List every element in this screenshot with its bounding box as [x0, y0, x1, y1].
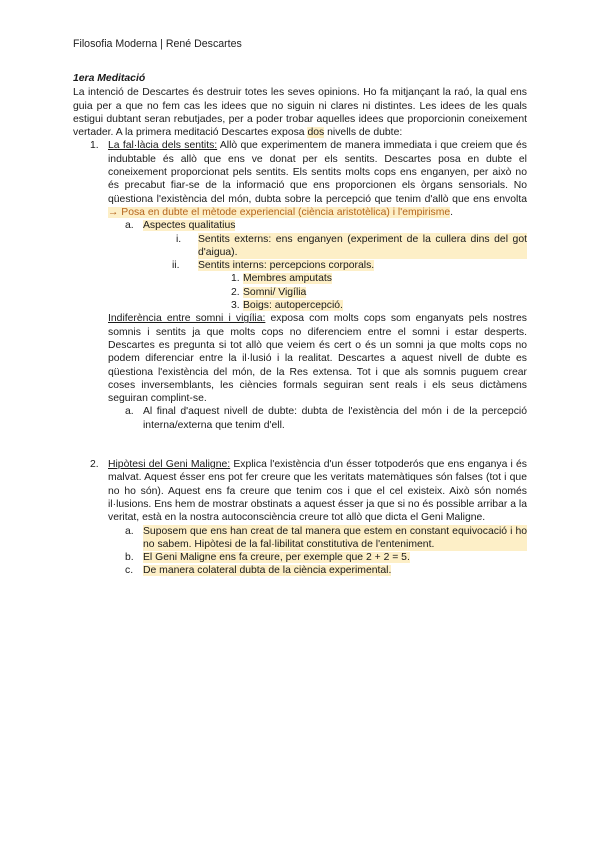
list-number: 2.: [90, 459, 99, 471]
evil-genius-paragraph: [108, 458, 527, 524]
intro-text-end: nivells de dubte:: [324, 127, 403, 139]
sublist-item-external: [163, 233, 527, 260]
dream-paragraph: [108, 312, 527, 405]
dream-label: Indiferència entre somni i vigília:: [108, 313, 266, 325]
senses-arrow-note: → Posa en dubte el mètode experiencial (ciència aristotèlica) i l'empirisme: [108, 206, 451, 218]
spacer: [73, 432, 527, 458]
intro-text: La intenció de Descartes és destruir totes les seves opinions. Ho fa mitjançant la raó, la qual ens guia per a que no fem cas les idees que no siguin ni clares ni distintes. Les idees de les quals estigui dubtant seran rebutjades, per a poder trobar aquelles idees que proporcionin coneixement vertader. A la primera meditació Descartes exposa: [73, 87, 527, 139]
senses-end: .: [450, 206, 454, 218]
external-senses-text: Sentits externs: ens enganyen (experiment de la cullera dins del got d'aigua).: [198, 233, 527, 258]
intro-paragraph: [73, 86, 527, 139]
list-number: 3.: [231, 300, 240, 312]
list-item-senses: [73, 139, 527, 432]
dream-paragraph-text: exposa com molts cops som enganyats pels nostres somnis i sentits ja que molts cops no diferenciem entre el somni i estar desperts. Descartes es pregunta si tot allò que veiem és cert o és un somni ja que molts cops no podem diferenciar entre la il·lusió i la realitat. Descartes a aquest nivell de dubte es qüestiona l'existència del món, de la Res extensa. Tot i que als somnis puguem crear coses inversemblants, les ciències formals seguiran sent reals i els seus dictàmens seguiran complint-se.: [108, 313, 527, 405]
amputated-text: Membres amputats: [243, 273, 332, 285]
page-header: Filosofia Moderna | René Descartes: [73, 38, 242, 50]
document-body: [73, 72, 527, 578]
evil-genius-label: Hipòtesi del Geni Maligne:: [108, 459, 231, 471]
list-letter: a.: [125, 525, 134, 537]
list-letter: b.: [125, 552, 134, 564]
dream-text: Somni/ Vigília: [243, 286, 307, 298]
sublist-item-math: [108, 551, 527, 564]
internal-senses-text: Sentits interns: percepcions corporals.: [198, 260, 375, 272]
intro-highlight: dos: [307, 127, 325, 139]
list-number: 1.: [90, 140, 99, 152]
sublist-item-internal: [163, 259, 527, 312]
senses-text: Allò que experimentem de manera immediata i que creiem que és indubtable és allò que ens ve donat per els sentits. Descartes posa en dubte el coneixement proporcionat pels sentits. Els sentits molts cops ens enganyen, per això no és precabut fiar-se de la informació que ens proporcionen els òrgans sensorials. No qüestiona l'existència del món, dubta sobre la percepció que tenim d'allò que ens envolta: [108, 140, 527, 205]
evil-genius-text: Explica l'existència d'un ésser totpoderós que ens enganya i és malvat. Aquest ésser ens pot fer creure que les veritats matemàtiques són falses (tot i que no ho són). Aquest ens fa creure que tenim cos i que el cel existeix. Això són només il·lusions. Ens hem de mostrar obstinats a aquest ésser ja que si no és possible arribar a la veritat, està en la nostra autoconsciència creure tot allò que dicta el Geni Maligne.: [108, 459, 527, 524]
list-roman: i.: [176, 233, 182, 245]
sublist-item-dream: [208, 286, 527, 299]
sublist-item-madmen: [208, 299, 527, 312]
senses-label: La fal·làcia dels sentits:: [108, 140, 218, 152]
experimental-text: De manera colateral dubta de la ciència experimental.: [143, 565, 392, 577]
list-letter: a.: [125, 220, 134, 232]
sublist-item-amputated: [208, 272, 527, 285]
list-roman: ii.: [172, 260, 180, 272]
sublist-item-qualitative: [108, 219, 527, 312]
sublist-item-experimental: [108, 564, 527, 577]
madmen-text: Boigs: autopercepció.: [243, 300, 343, 312]
sublist-item-suppose: [108, 525, 527, 552]
section-title: 1era Meditació: [73, 73, 146, 84]
suppose-text: Suposem que ens han creat de tal manera que estem en constant equivocació i ho no sabem. Hipòtesi de la fal·libilitat constitutiva de l'enteniment.: [143, 525, 527, 550]
senses-paragraph: [108, 139, 527, 219]
final-doubt-text: Al final d'aquest nivell de dubte: dubta de l'existència del món i de la percepció interna/externa que tenim d'ell.: [143, 406, 527, 431]
sublist-item-final: [108, 405, 527, 432]
list-number: 1.: [231, 273, 240, 285]
list-letter: c.: [125, 565, 134, 577]
list-letter: a.: [125, 406, 134, 418]
list-number: 2.: [231, 286, 240, 298]
math-text: El Geni Maligne ens fa creure, per exemple que 2 + 2 = 5.: [143, 552, 410, 564]
qualitative-label: Aspectes qualitatius: [143, 220, 236, 232]
list-item-evil-genius: [73, 458, 527, 578]
